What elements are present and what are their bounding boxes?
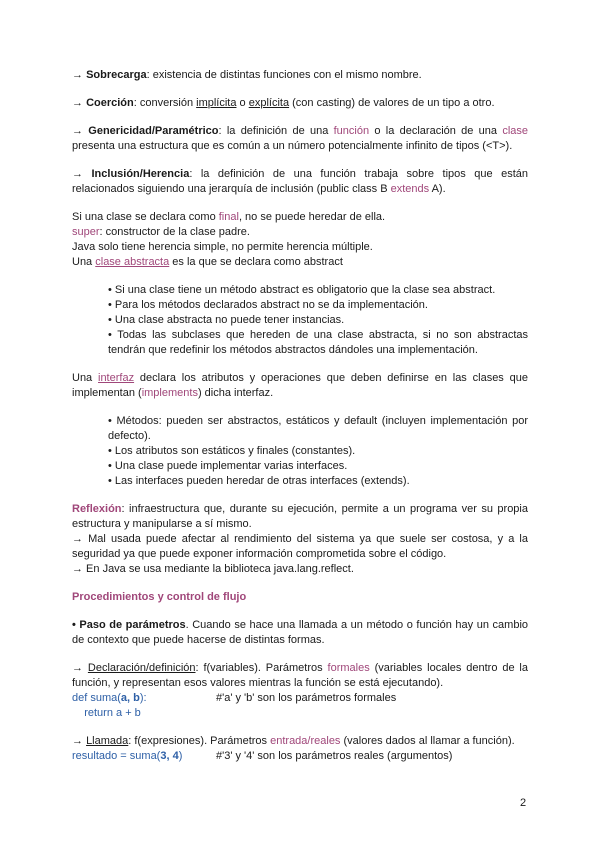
code-comment: #'3' y '4' son los parámetros reales (argumentos) bbox=[216, 750, 453, 762]
arrow: → bbox=[72, 662, 88, 674]
text: : la definición de una función trabaja sobre tipos que están relacionados siguiendo una jerarquía de inclusión (public class B bbox=[72, 168, 528, 195]
code-line-return bbox=[72, 706, 528, 721]
code-comment: #'a' y 'b' son los parámetros formales bbox=[216, 692, 397, 704]
list-item: • Una clase abstracta no puede tener instancias. bbox=[108, 314, 345, 326]
java-abstracta-line bbox=[72, 255, 528, 270]
llamada-paragraph bbox=[72, 734, 528, 749]
code: return a + b bbox=[72, 707, 141, 719]
genericidad-paragraph bbox=[72, 124, 528, 154]
list-item: • Si una clase tiene un método abstract es obligatorio que la clase sea abstract. bbox=[108, 284, 496, 296]
text: ) dicha interfaz. bbox=[197, 387, 274, 399]
term-inclusion: Inclusión/Herencia bbox=[91, 168, 190, 180]
word-entrada-reales: entrada/reales bbox=[270, 735, 341, 747]
java-super-line bbox=[72, 225, 528, 240]
word-extends: extends bbox=[390, 183, 430, 195]
text: : f(variables). Parámetros bbox=[195, 662, 328, 674]
term-declaracion: Declaración/definición bbox=[87, 662, 196, 674]
word-funcion: función bbox=[333, 125, 370, 137]
code-part: resultado = suma( bbox=[72, 750, 161, 762]
term-paso-parametros: • Paso de parámetros bbox=[72, 619, 186, 631]
code-line-def bbox=[72, 691, 528, 706]
arrow: → bbox=[72, 97, 87, 109]
section-heading: Procedimientos y control de flujo bbox=[72, 591, 247, 603]
text: Si una clase se declara como bbox=[72, 211, 219, 223]
code-params: a, b bbox=[120, 692, 140, 704]
list-item: • Los atributos son estáticos y finales (constantes). bbox=[108, 445, 356, 457]
reflexion-paragraph bbox=[72, 502, 528, 532]
text: declara los atributos y operaciones que deben definirse en las clases que implementan ( bbox=[72, 372, 528, 399]
text: o bbox=[236, 97, 249, 109]
arrow: → bbox=[72, 168, 92, 180]
code bbox=[72, 691, 216, 706]
text: presenta una estructura que es común a un número potencialmente infinito de tipos (<T>). bbox=[72, 140, 513, 152]
word-final: final bbox=[218, 211, 239, 223]
reflexion-line-2: → Mal usada puede afectar al rendimiento del sistema ya que suele ser costosa, y a la seguridad ya que puede exponer información comprometida sobre el código. bbox=[72, 533, 528, 560]
list-item: • Todas las subclases que hereden de una clase abstracta, si no son abstractas tendrán que redefinir los métodos abstractos dándoles una implementación. bbox=[108, 329, 528, 356]
text: : existencia de distintas funciones con el mismo nombre. bbox=[146, 69, 422, 81]
text: A). bbox=[429, 183, 446, 195]
word-explicita: explícita bbox=[248, 97, 290, 109]
interface-bullet-list bbox=[72, 414, 528, 489]
text: Una bbox=[72, 256, 96, 268]
declaracion-paragraph bbox=[72, 661, 528, 691]
document-page bbox=[72, 68, 528, 764]
coercion-paragraph bbox=[72, 96, 528, 111]
text: : la definición de una bbox=[218, 125, 334, 137]
code-part: ): bbox=[139, 692, 147, 704]
word-implements: implements bbox=[141, 387, 198, 399]
list-item: • Las interfaces pueden heredar de otras interfaces (extends). bbox=[108, 475, 410, 487]
arrow: → bbox=[72, 69, 87, 81]
word-formales: formales bbox=[327, 662, 370, 674]
list-item: • Métodos: pueden ser abstractos, estáticos y default (incluyen implementación por defecto). bbox=[108, 415, 528, 442]
code-part: def suma( bbox=[72, 692, 121, 704]
text: (variables locales dentro de la función, y representan esos valores mientras la función se está ejecutando). bbox=[72, 662, 528, 689]
text: es la que se declara como abstract bbox=[169, 256, 343, 268]
code bbox=[72, 749, 216, 764]
page-number: 2 bbox=[520, 797, 527, 809]
reflexion-line-3: → En Java se usa mediante la biblioteca java.lang.reflect. bbox=[72, 563, 354, 575]
text: (con casting) de valores de un tipo a otro. bbox=[289, 97, 495, 109]
sobrecarga-paragraph bbox=[72, 68, 528, 83]
arrow: → bbox=[72, 125, 89, 137]
text: o la declaración de una bbox=[369, 125, 503, 137]
text: : f(expresiones). Parámetros bbox=[128, 735, 271, 747]
paso-parametros-paragraph bbox=[72, 618, 528, 648]
word-interfaz: interfaz bbox=[98, 372, 135, 384]
arrow: → bbox=[72, 735, 87, 747]
term-coercion: Coerción bbox=[86, 97, 134, 109]
word-super: super bbox=[72, 226, 100, 238]
text: : constructor de la clase padre. bbox=[99, 226, 250, 238]
text: Una bbox=[72, 372, 98, 384]
text: , no se puede heredar de ella. bbox=[238, 211, 386, 223]
text: : conversión bbox=[133, 97, 197, 109]
term-sobrecarga: Sobrecarga bbox=[86, 69, 147, 81]
word-clase: clase bbox=[502, 125, 528, 137]
term-llamada: Llamada bbox=[86, 735, 129, 747]
word-implicita: implícita bbox=[196, 97, 237, 109]
text: . Cuando se hace una llamada a un método o función hay un cambio de contexto que puede hacerse de distintas formas. bbox=[72, 619, 528, 646]
list-item: • Para los métodos declarados abstract no se da implementación. bbox=[108, 299, 428, 311]
code-args: 3, 4 bbox=[160, 750, 179, 762]
term-reflexion: Reflexión bbox=[72, 503, 122, 515]
term-genericidad: Genericidad/Paramétrico bbox=[88, 125, 219, 137]
text: : infraestructura que, durante su ejecución, permite a un programa ver su propia estructura y manipularse a sí mismo. bbox=[72, 503, 528, 530]
word-clase-abstracta: clase abstracta bbox=[95, 256, 170, 268]
inclusion-paragraph bbox=[72, 167, 528, 197]
code-part: ) bbox=[178, 750, 183, 762]
code-line-call bbox=[72, 749, 528, 764]
list-item: • Una clase puede implementar varias interfaces. bbox=[108, 460, 348, 472]
abstract-bullet-list bbox=[72, 283, 528, 358]
java-herencia-line: Java solo tiene herencia simple, no permite herencia múltiple. bbox=[72, 241, 373, 253]
java-final-line bbox=[72, 210, 528, 225]
interfaz-paragraph bbox=[72, 371, 528, 401]
text: (valores dados al llamar a función). bbox=[340, 735, 515, 747]
